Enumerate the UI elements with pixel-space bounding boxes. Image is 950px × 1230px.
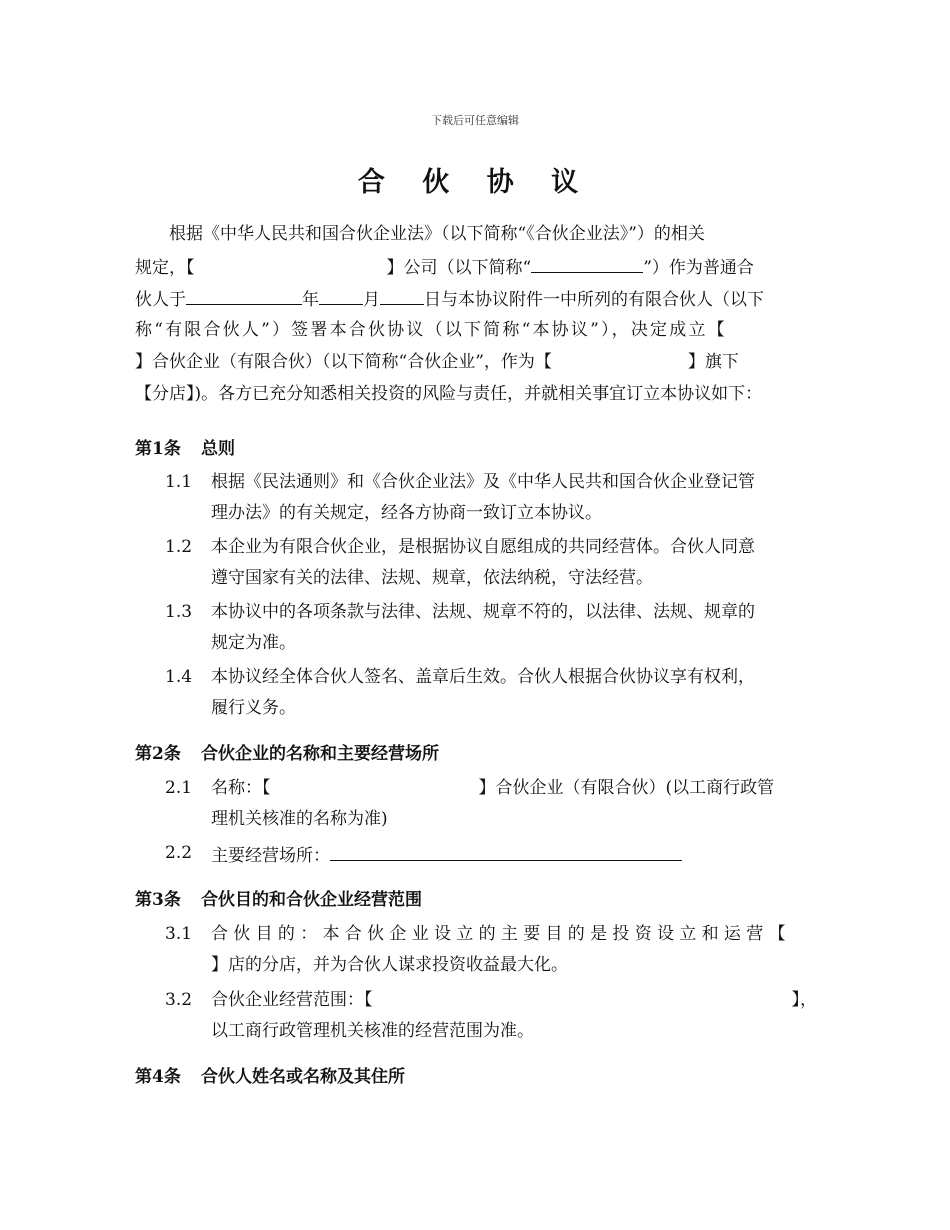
clause-line: 根据《民法通则》和《合伙企业法》及《中华人民共和国合伙企业登记管 bbox=[211, 472, 755, 492]
section-heading bbox=[135, 885, 422, 910]
section-heading bbox=[135, 739, 439, 764]
clause-number: 2.1 bbox=[165, 778, 193, 798]
clause bbox=[165, 773, 817, 835]
clause-line: 以工商行政管理机关核准的经营范围为准。 bbox=[211, 1021, 534, 1041]
clause bbox=[165, 919, 817, 981]
intro-text: ”）作为普通合 bbox=[643, 258, 754, 278]
clause-text: 合伙企业经营范围：【 bbox=[211, 990, 373, 1010]
clause bbox=[165, 985, 817, 1047]
section-number: 第3条 bbox=[135, 890, 181, 910]
clause-number: 1.1 bbox=[165, 472, 193, 492]
intro-line-4: 称“有限合伙人”）签署本合伙协议（以下简称“本协议”），决定成立【 bbox=[135, 320, 727, 340]
clause-line: 理办法》的有关规定，经各方协商一致订立本协议。 bbox=[211, 503, 602, 523]
clause-number: 1.2 bbox=[165, 537, 193, 557]
clause-number: 1.4 bbox=[165, 667, 193, 687]
intro-paragraph bbox=[135, 218, 817, 410]
section-number: 第2条 bbox=[135, 744, 181, 764]
clause-line bbox=[211, 838, 817, 869]
clause-text: 主要经营场所： bbox=[211, 846, 330, 866]
clause-number: 1.3 bbox=[165, 602, 193, 622]
year-blank bbox=[186, 282, 302, 305]
day-blank bbox=[380, 282, 424, 305]
section-number: 第4条 bbox=[135, 1067, 181, 1087]
clause bbox=[165, 532, 817, 594]
intro-text: 】旗下 bbox=[687, 352, 739, 372]
clause-number: 2.2 bbox=[165, 843, 193, 863]
header-note: 下载后可任意编辑 bbox=[431, 114, 519, 127]
clause-line: 】店的分店，并为合伙人谋求投资收益最大化。 bbox=[211, 955, 568, 975]
clause-text: 】合伙企业（有限合伙）(以工商行政管 bbox=[478, 778, 775, 798]
clause bbox=[165, 597, 817, 659]
intro-line-2 bbox=[135, 250, 817, 282]
intro-line-5 bbox=[135, 346, 817, 378]
document-title: 合 伙 协 议 bbox=[357, 167, 593, 198]
intro-line-3 bbox=[135, 282, 817, 314]
clause bbox=[165, 662, 817, 724]
intro-text: 月 bbox=[363, 290, 380, 310]
clause-number: 3.2 bbox=[165, 990, 193, 1010]
clause-line bbox=[211, 985, 817, 1016]
clause bbox=[165, 467, 817, 529]
clause-line: 本协议中的各项条款与法律、法规、规章不符的，以法律、法规、规章的 bbox=[211, 602, 755, 622]
section-number: 第1条 bbox=[135, 439, 181, 459]
clause-text: 】， bbox=[791, 990, 817, 1010]
intro-text: 】公司（以下简称“ bbox=[386, 258, 532, 278]
intro-text: 年 bbox=[302, 290, 319, 310]
section-title: 合伙人姓名或名称及其住所 bbox=[201, 1067, 405, 1087]
clause-text: 名称：【 bbox=[211, 778, 271, 798]
clause-line: 合伙目的：本合伙企业设立的主要目的是投资设立和运营【 bbox=[211, 924, 791, 944]
month-blank bbox=[319, 282, 363, 305]
clause-line: 规定为准。 bbox=[211, 633, 296, 653]
intro-line-6: 【分店】)。各方已充分知悉相关投资的风险与责任，并就相关事宜订立本协议如下： bbox=[135, 384, 763, 404]
clause-line: 理机关核准的名称为准) bbox=[211, 809, 388, 829]
intro-text: 规定，【 bbox=[135, 258, 195, 278]
clause-line: 本协议经全体合伙人签名、盖章后生效。合伙人根据合伙协议享有权利， bbox=[211, 667, 755, 687]
clause-line: 遵守国家有关的法律、法规、规章，依法纳税，守法经营。 bbox=[211, 568, 653, 588]
name-blank bbox=[531, 250, 643, 273]
clause-line: 履行义务。 bbox=[211, 698, 296, 718]
intro-text: 】合伙企业（有限合伙）（以下简称“合伙企业”，作为【 bbox=[135, 352, 552, 372]
intro-text: 伙人于 bbox=[135, 290, 186, 310]
section-title: 合伙目的和合伙企业经营范围 bbox=[201, 890, 422, 910]
clause-number: 3.1 bbox=[165, 924, 193, 944]
clause-line: 本企业为有限合伙企业，是根据协议自愿组成的共同经营体。合伙人同意 bbox=[211, 537, 755, 557]
section-heading bbox=[135, 434, 235, 459]
intro-text: 日与本协议附件一中所列的有限合伙人（以下 bbox=[424, 290, 764, 310]
clause-line bbox=[211, 773, 817, 804]
clause bbox=[165, 838, 817, 869]
address-blank bbox=[330, 838, 682, 861]
section-title: 合伙企业的名称和主要经营场所 bbox=[201, 744, 439, 764]
section-heading bbox=[135, 1062, 405, 1087]
intro-line-1: 根据《中华人民共和国合伙企业法》（以下简称“《合伙企业法》”）的相关 bbox=[169, 224, 705, 244]
section-title: 总则 bbox=[201, 439, 235, 459]
